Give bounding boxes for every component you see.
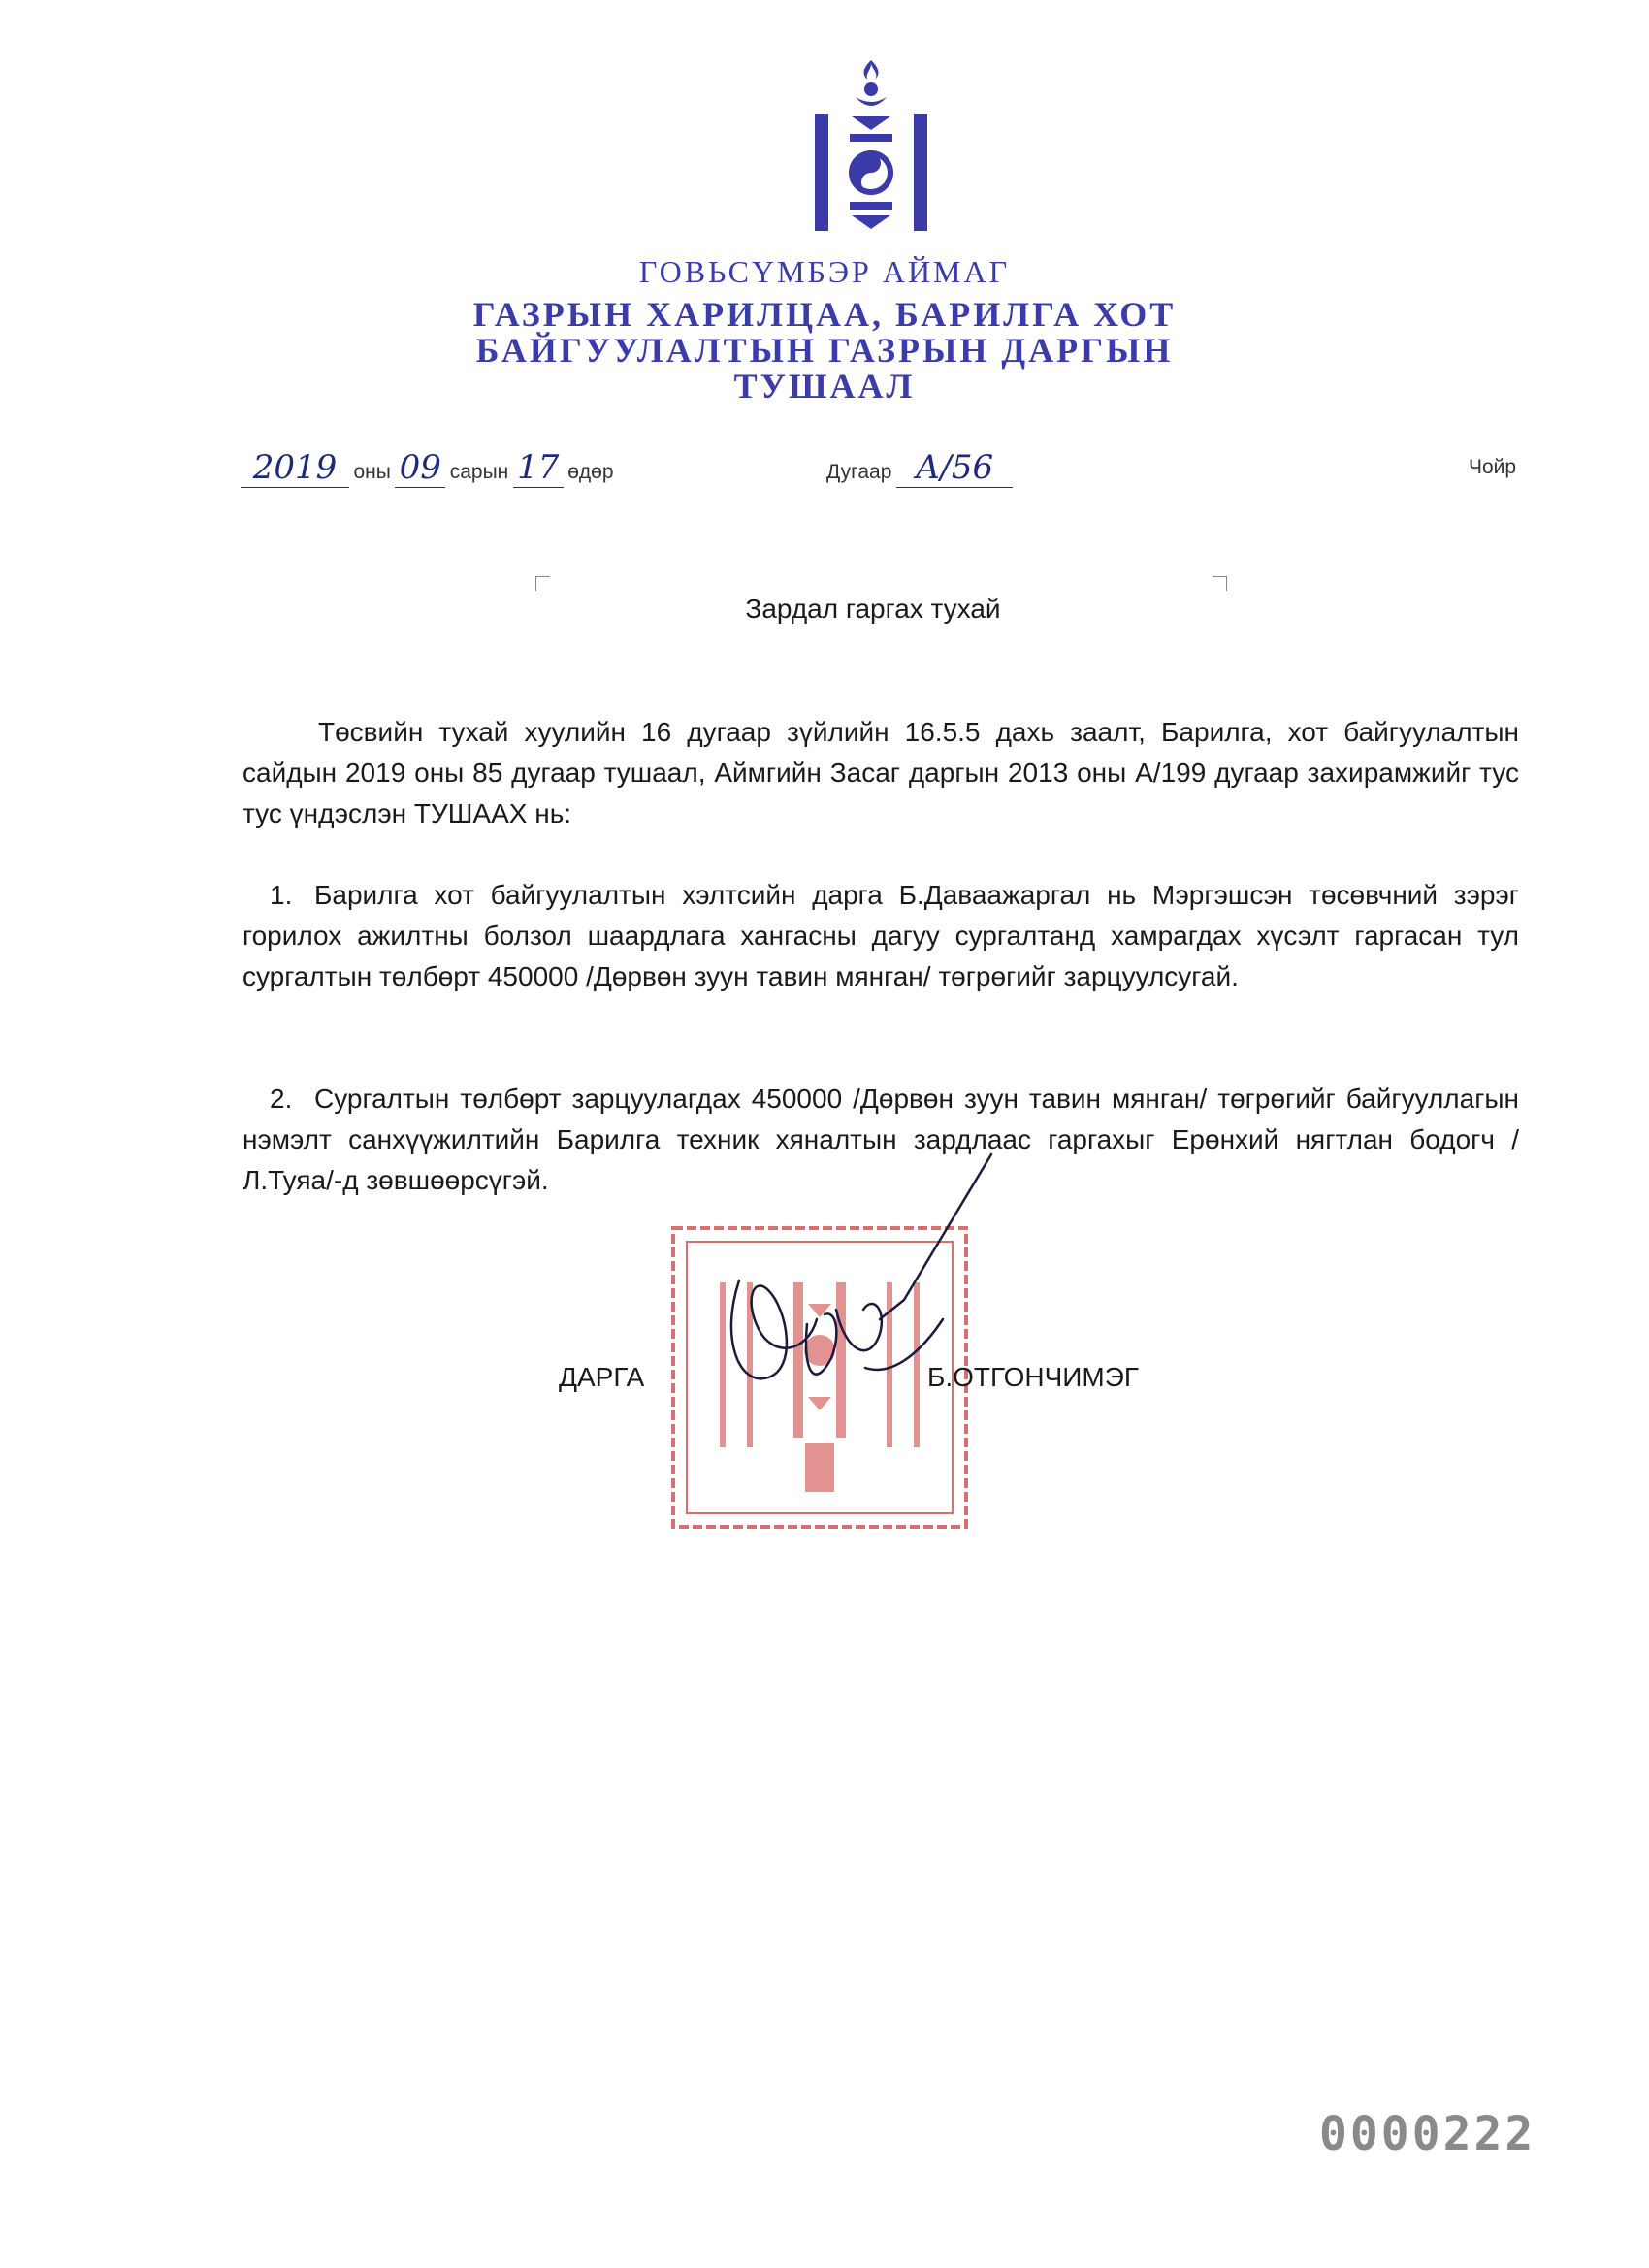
order-item-text: Сургалтын төлбөрт зарцуулагдах 450000 /Дөрвөн зуун тавин мянган/ төгрөгийг байгууллагын нэмэлт санхүүжилтийн Барилга техник хяналтын зардлаас гаргахыг Ерөнхий нягтлан бодогч /Л.Туяа/-д зөвшөөрсүгэй. <box>242 1084 1519 1195</box>
date-year-suffix: оны <box>353 461 391 483</box>
preamble-paragraph: Төсвийн тухай хуулийн 16 дугаар зүйлийн 16.5.5 дахь заалт, Барилга, хот байгуулалтын сайдын 2019 оны 85 дугаар тушаал, Аймгийн Засаг даргын 2013 оны А/199 дугаар захирамжийг тус тус үндэслэн ТУШААХ нь: <box>242 717 1519 828</box>
document-place: Чойр <box>1469 456 1517 478</box>
date-line <box>241 448 614 488</box>
header-aimag: ГОВЬСҮМБЭР АЙМАГ <box>638 254 1011 289</box>
corner-mark-right <box>1212 576 1227 591</box>
corner-mark-left <box>535 576 550 591</box>
date-month-suffix: сарын <box>449 461 509 483</box>
order-item-number: 2. <box>270 1084 293 1114</box>
header-organization-line2: БАЙГУУЛАЛТЫН ГАЗРЫН ДАРГЫН <box>475 331 1174 370</box>
header-document-type: ТУШААЛ <box>733 367 916 405</box>
date-day-suffix: өдөр <box>567 461 614 483</box>
order-item-number: 1. <box>270 880 293 910</box>
signatory-title: ДАРГА <box>559 1362 645 1392</box>
document-number-label: Дугаар <box>826 461 892 483</box>
order-item <box>242 875 1519 997</box>
soyombo-emblem-icon <box>813 60 929 240</box>
header-organization-line1: ГАЗРЫН ХАРИЛЦАА, БАРИЛГА ХОТ <box>472 295 1177 334</box>
date-month: 09 <box>395 448 445 488</box>
date-day: 17 <box>513 448 564 488</box>
document-subject: Зардал гаргах тухай <box>745 594 1001 624</box>
order-item-text: Барилга хот байгуулалтын хэлтсийн дарга Б.Даваажаргал нь Мэргэшсэн төсөвчний зэрэг горилох ажилтны болзол шаардлага хангасны дагуу сургалтанд хамрагдах хүсэлт гаргасан тул сургалтын төлбөрт 450000 /Дөрвөн зуун тавин мянган/ төгрөгийг зарцуулсугай. <box>242 880 1519 991</box>
serial-number: 0000222 <box>1319 2107 1536 2161</box>
date-year: 2019 <box>241 448 349 488</box>
document-number: А/56 <box>896 448 1013 488</box>
signatory-name: Б.ОТГОНЧИМЭГ <box>927 1362 1140 1392</box>
document-number-line <box>826 448 1013 488</box>
